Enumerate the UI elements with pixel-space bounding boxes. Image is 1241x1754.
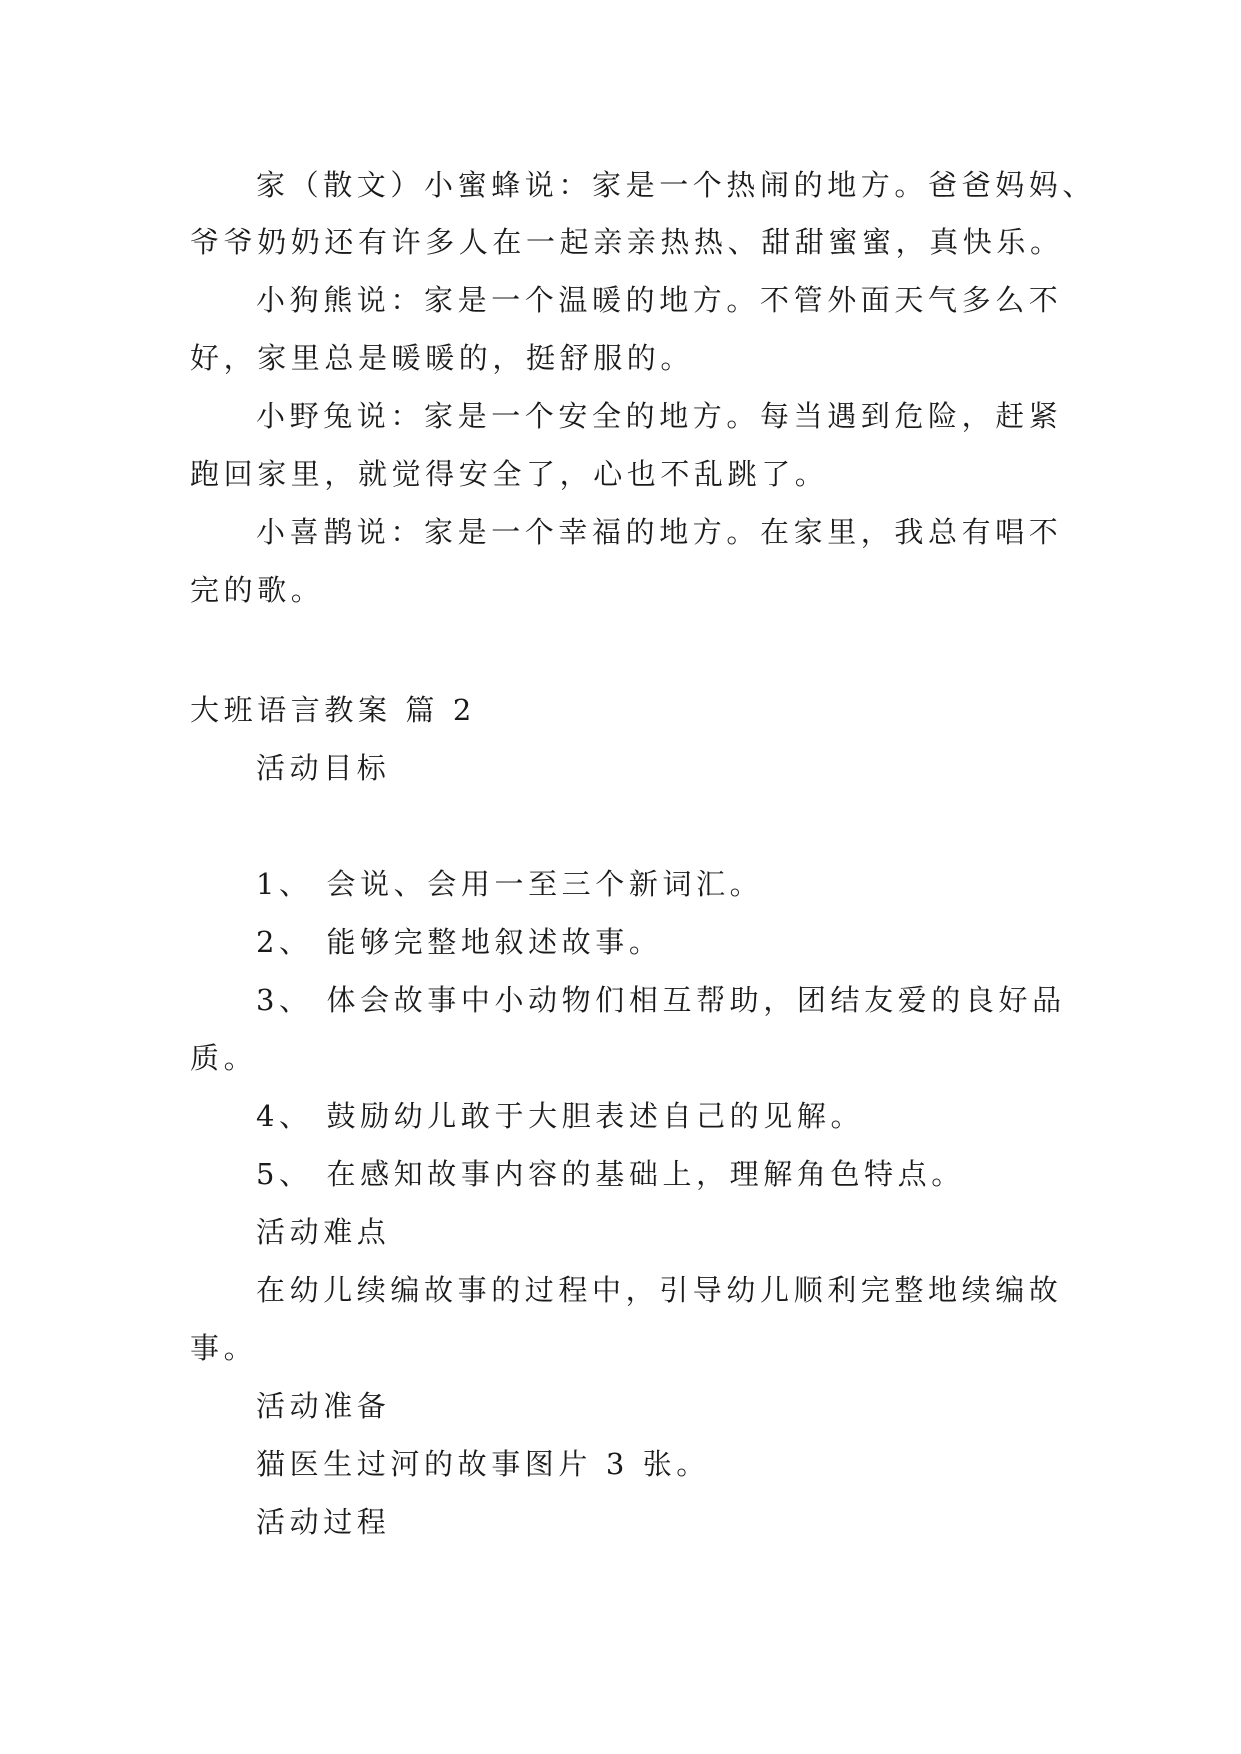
poem-line-5: 小野兔说：家是一个安全的地方。每当遇到危险，赶紧 [256,399,1063,433]
heading-activity-process: 活动过程 [256,1505,391,1539]
poem-line-7: 小喜鹊说：家是一个幸福的地方。在家里，我总有唱不 [256,515,1063,549]
goal-item-4: 4、 鼓励幼儿敢于大胆表述自己的见解。 [256,1099,865,1133]
goal-item-5: 5、 在感知故事内容的基础上，理解角色特点。 [256,1157,965,1191]
goal-item-3-continued: 质。 [190,1041,258,1075]
difficulty-text: 在幼儿续编故事的过程中，引导幼儿顺利完整地续编故 [256,1273,1063,1307]
difficulty-text-continued: 事。 [190,1331,258,1365]
poem-line-6: 跑回家里，就觉得安全了，心也不乱跳了。 [190,457,829,491]
poem-line-2: 爷爷奶奶还有许多人在一起亲亲热热、甜甜蜜蜜，真快乐。 [190,225,1064,259]
preparation-text: 猫医生过河的故事图片 3 张。 [256,1447,710,1481]
heading-activity-goals: 活动目标 [256,751,391,785]
goal-item-1: 1、 会说、会用一至三个新词汇。 [256,867,764,901]
section-heading: 大班语言教案 篇 2 [190,693,476,727]
poem-line-1: 家（散文）小蜜蜂说：家是一个热闹的地方。爸爸妈妈、 [256,168,1097,202]
poem-line-4: 好，家里总是暖暖的，挺舒服的。 [190,341,695,375]
goal-item-3: 3、 体会故事中小动物们相互帮助，团结友爱的良好品 [256,983,1066,1017]
poem-line-8: 完的歌。 [190,573,325,607]
heading-activity-preparation: 活动准备 [256,1389,391,1423]
goal-item-2: 2、 能够完整地叙述故事。 [256,925,663,959]
heading-activity-difficulty: 活动难点 [256,1215,391,1249]
poem-line-3: 小狗熊说：家是一个温暖的地方。不管外面天气多么不 [256,283,1063,317]
